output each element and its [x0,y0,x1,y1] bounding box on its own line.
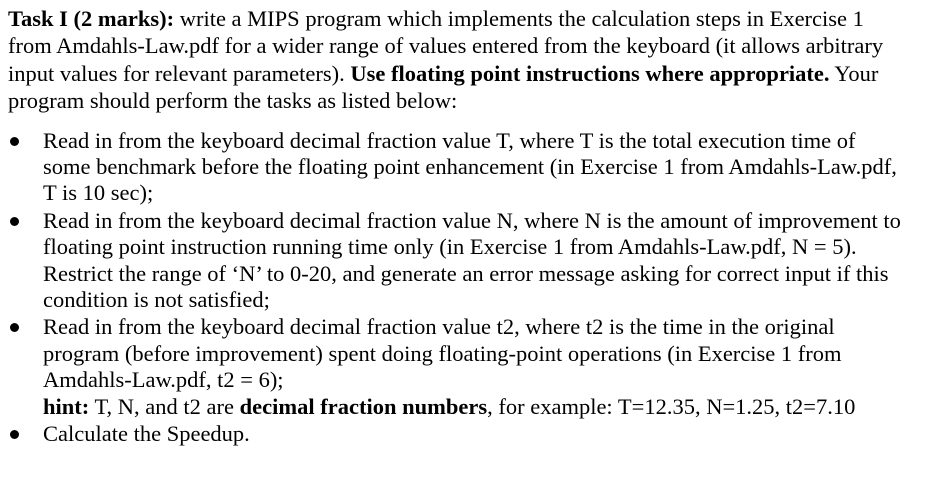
task-list [8,128,936,448]
list-item-text: Calculate the Speedup. [43,421,250,447]
intro-text-1: write a MIPS program which implements the calculation steps in Exercise 1 from Amdahls-Law.pdf for a wider range of values entered from the keyboard (it allows arbitrary input values for relevant parameters). [8,6,884,86]
intro-bold-instruction: Use floating point instructions where appropriate. [350,60,830,86]
list-item-text: Read in from the keyboard decimal fraction value N, where N is the amount of improvement to floating point instruction running time only (in Exercise 1 from Amdahls-Law.pdf, N = 5). Restrict the range of ‘N’ to 0-20, and generate an error message asking for correct input if this condition is not satisfied; [43,207,901,313]
hint-label: hint: [43,393,90,419]
hint-text-2: , for example: T=12.35, N=1.25, t2=7.10 [487,393,856,419]
bullet-icon [10,137,19,146]
bullet-icon [10,323,19,332]
intro-text-3: Your program should perform the tasks as listed below: [8,60,879,114]
list-item-text: Read in from the keyboard decimal fraction value T, where T is the total execution time of some benchmark before the floating point enhancement (in Exercise 1 from Amdahls-Law.pdf, T is 10 sec); [43,127,897,206]
hint-bold: decimal fraction numbers [239,393,488,419]
list-item [8,421,905,447]
bullet-icon [10,217,19,226]
hint-text-1: T, N, and t2 are [89,393,240,419]
list-item [8,208,905,314]
list-item [8,128,905,207]
task-description [8,5,908,115]
task-label: Task I (2 marks): [8,6,175,31]
list-item-text: Read in from the keyboard decimal fraction value t2, where t2 is the time in the original program (before improvement) spent doing floating-point operations (in Exercise 1 from Amdahls-Law.pdf, t2 = 6); [43,314,842,393]
list-item [8,314,905,420]
hint-line [43,394,855,419]
bullet-icon [10,430,19,439]
